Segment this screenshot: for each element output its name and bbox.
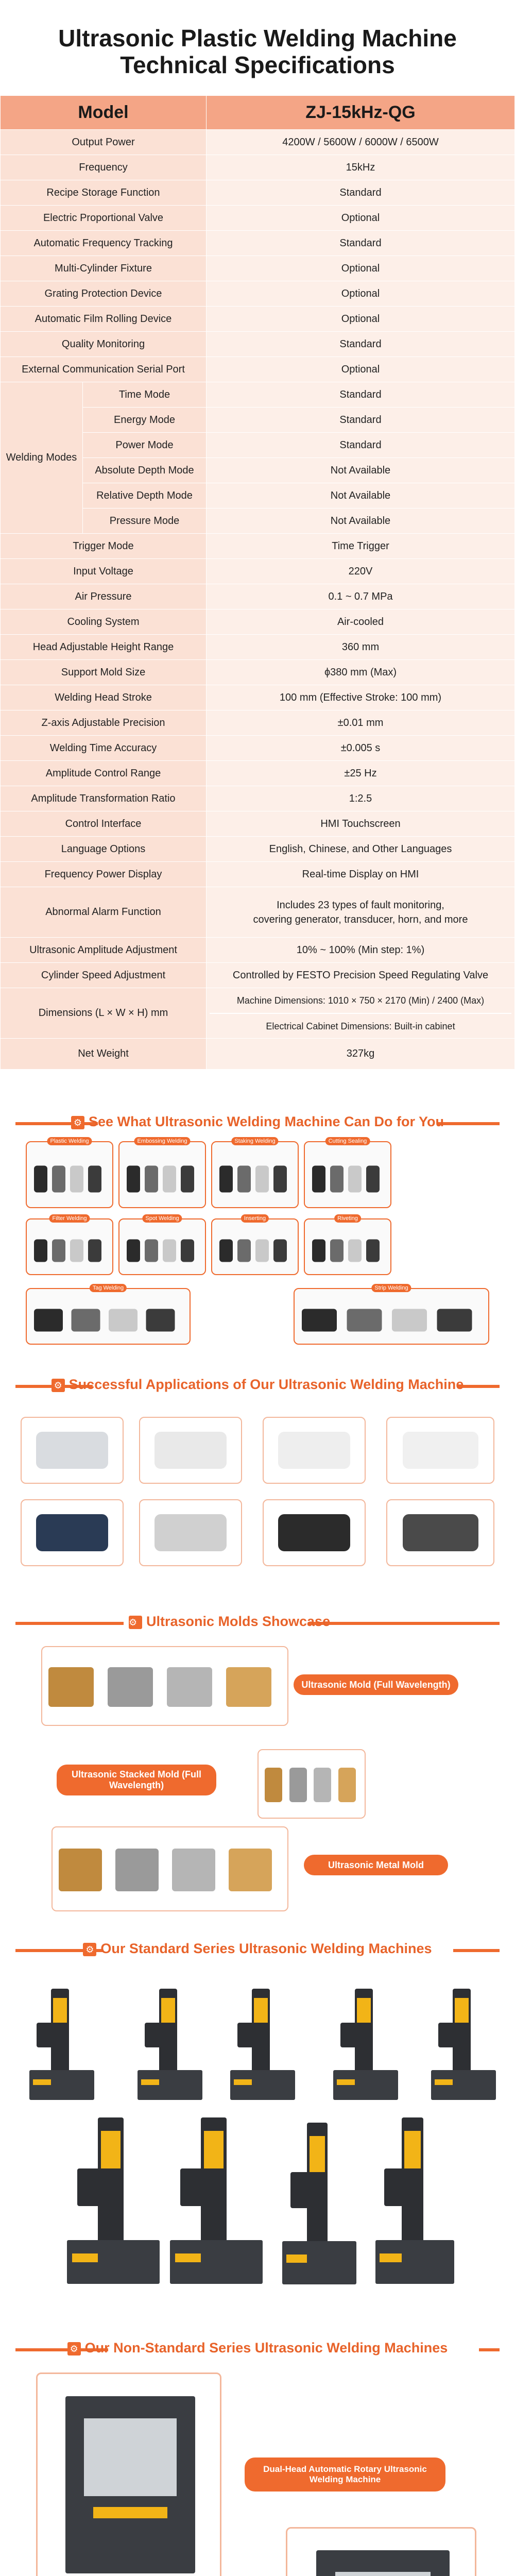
mold-shape [289, 1768, 307, 1803]
can-do-product-illustration [119, 1142, 205, 1207]
section-title: Ultrasonic Molds Showcase [146, 1614, 331, 1629]
spec-key: Ultrasonic Amplitude Adjustment [1, 938, 207, 963]
spec-row [1, 382, 515, 408]
mold-shape [167, 1667, 212, 1707]
spec-row [1, 206, 515, 231]
can-do-caption: Cutting Sealing [325, 1137, 370, 1145]
can-do-caption: Plastic Welding [47, 1137, 92, 1145]
standard-machine [62, 2117, 165, 2287]
spec-key: Amplitude Transformation Ratio [1, 786, 207, 811]
spec-value: ±25 Hz [207, 761, 515, 786]
can-do-card [211, 1138, 299, 1208]
section-title: Our Non-Standard Series Ultrasonic Welding Machines [84, 2340, 448, 2355]
spec-row [1, 862, 515, 887]
can-do-caption: Embossing Welding [134, 1137, 190, 1145]
can-do-card [294, 1285, 489, 1345]
mold-shape [59, 1849, 102, 1891]
application-product-shape [36, 1514, 108, 1551]
mold-shape [115, 1849, 159, 1891]
mold-photo-panel [52, 1826, 288, 1911]
spec-key: Cooling System [1, 609, 207, 635]
standard-machine [26, 1989, 98, 2102]
application-product-shape [154, 1514, 227, 1551]
non-standard-machine-photo [36, 2372, 221, 2576]
spec-row [1, 660, 515, 685]
spec-key: Input Voltage [1, 559, 207, 584]
can-do-card [304, 1138, 391, 1208]
standard-machine [278, 2123, 360, 2287]
spec-value: Not Available [207, 509, 515, 534]
spec-value: Optional [207, 357, 515, 382]
standard-machine [165, 2117, 268, 2287]
gear-icon: ⚙ [83, 1943, 96, 1956]
spec-value: Standard [207, 180, 515, 206]
title-block [0, 0, 515, 95]
spec-row [1, 256, 515, 281]
spec-subkey: Relative Depth Mode [83, 483, 207, 509]
spec-key: Language Options [1, 837, 207, 862]
can-do-caption: Riveting [334, 1214, 361, 1223]
section-title: Successful Applications of Our Ultrasonic Welding Machine [68, 1377, 464, 1392]
spec-value: 327kg [207, 1039, 515, 1070]
page-title-line1: Ultrasonic Plastic Welding Machine [58, 25, 457, 52]
spec-row [1, 155, 515, 180]
application-product-shape [154, 1432, 227, 1469]
spec-value: Real-time Display on HMI [207, 862, 515, 887]
spec-value: Standard [207, 433, 515, 458]
application-photo [139, 1417, 242, 1484]
mold-photo-panel [258, 1749, 366, 1819]
standard-machine [330, 1989, 402, 2102]
can-do-card [118, 1215, 206, 1275]
spec-key: Electric Proportional Valve [1, 206, 207, 231]
mold-shape [48, 1667, 94, 1707]
application-photo [21, 1417, 124, 1484]
spec-key: Air Pressure [1, 584, 207, 609]
spec-group-label: Welding Modes [1, 382, 83, 534]
spec-value: Standard [207, 332, 515, 357]
spec-row [1, 307, 515, 332]
spec-value: Optional [207, 307, 515, 332]
can-do-caption: Strip Welding [371, 1284, 411, 1292]
can-do-card [211, 1215, 299, 1275]
spec-row [1, 231, 515, 256]
section-title: See What Ultrasonic Welding Machine Can Do for You [88, 1114, 444, 1129]
spec-key: Quality Monitoring [1, 332, 207, 357]
spec-value: 4200W / 5600W / 6000W / 6500W [207, 130, 515, 155]
can-do-product-illustration [305, 1142, 390, 1207]
spec-key: Frequency [1, 155, 207, 180]
spec-key: Grating Protection Device [1, 281, 207, 307]
spec-value: 100 mm (Effective Stroke: 100 mm) [207, 685, 515, 710]
spec-subkey: Energy Mode [83, 408, 207, 433]
can-do-product-illustration [27, 1289, 190, 1344]
spec-header-value: ZJ-15kHz-QG [207, 96, 515, 130]
can-do-caption: Tag Welding [90, 1284, 127, 1292]
spec-value: Standard [207, 382, 515, 408]
spec-row [1, 281, 515, 307]
spec-key: Dimensions (L × W × H) mm [1, 988, 207, 1039]
can-do-product-illustration [305, 1219, 390, 1274]
can-do-caption: Staking Welding [231, 1137, 278, 1145]
application-product-shape [403, 1432, 478, 1469]
can-do-product-illustration [27, 1142, 112, 1207]
application-photo [386, 1499, 494, 1566]
spec-row [1, 357, 515, 382]
mold-shape [314, 1768, 331, 1803]
section-heading-molds [0, 1602, 515, 1643]
spec-row [1, 584, 515, 609]
spec-key: Net Weight [1, 1039, 207, 1070]
section-heading-applications [0, 1365, 515, 1406]
application-product-shape [36, 1432, 108, 1469]
spec-row [1, 635, 515, 660]
spec-row [1, 710, 515, 736]
spec-key: Amplitude Control Range [1, 761, 207, 786]
mold-label: Ultrasonic Stacked Mold (Full Wavelength) [57, 1765, 216, 1795]
spec-header-key: Model [1, 96, 207, 130]
application-photo [263, 1417, 366, 1484]
spec-value: Air-cooled [207, 609, 515, 635]
standard-machine [371, 2117, 458, 2287]
spec-row [1, 786, 515, 811]
can-do-card [26, 1215, 113, 1275]
spec-value: 0.1 ~ 0.7 MPa [207, 584, 515, 609]
spec-key: Abnormal Alarm Function [1, 887, 207, 938]
can-do-card [26, 1138, 113, 1208]
spec-key: Automatic Frequency Tracking [1, 231, 207, 256]
spec-row [1, 963, 515, 988]
spec-key: Frequency Power Display [1, 862, 207, 887]
can-do-caption: Inserting [241, 1214, 269, 1223]
spec-value: Controlled by FESTO Precision Speed Regulating Valve [207, 963, 515, 988]
spec-value: ±0.01 mm [207, 710, 515, 736]
spec-key: Z-axis Adjustable Precision [1, 710, 207, 736]
spec-value: Optional [207, 256, 515, 281]
gear-icon: ⚙ [67, 2342, 81, 2355]
can-do-caption: Filter Welding [49, 1214, 90, 1223]
spec-row [1, 811, 515, 837]
mold-shape [338, 1768, 356, 1803]
spec-row [1, 534, 515, 559]
application-product-shape [403, 1514, 478, 1551]
spec-value: Optional [207, 281, 515, 307]
section-heading-standard [0, 1929, 515, 1971]
mold-shape [265, 1768, 282, 1803]
spec-value: 15kHz [207, 155, 515, 180]
spec-value [207, 887, 515, 938]
spec-value: ±0.005 s [207, 736, 515, 761]
mold-label: Ultrasonic Metal Mold [304, 1855, 448, 1875]
spec-value: 360 mm [207, 635, 515, 660]
spec-subkey: Pressure Mode [83, 509, 207, 534]
gear-icon: ⚙ [52, 1379, 65, 1392]
spec-value: Optional [207, 206, 515, 231]
spec-table [0, 95, 515, 1070]
standard-machine [134, 1989, 206, 2102]
can-do-product-illustration [119, 1219, 205, 1274]
spec-value: Time Trigger [207, 534, 515, 559]
mold-label: Ultrasonic Mold (Full Wavelength) [294, 1674, 458, 1695]
spec-value: Not Available [207, 458, 515, 483]
can-do-card [118, 1138, 206, 1208]
application-photo [386, 1417, 494, 1484]
spec-value: HMI Touchscreen [207, 811, 515, 837]
section-title: Our Standard Series Ultrasonic Welding Machines [100, 1941, 432, 1956]
spec-row [1, 559, 515, 584]
spec-key: Welding Time Accuracy [1, 736, 207, 761]
spec-subkey: Absolute Depth Mode [83, 458, 207, 483]
application-photo [21, 1499, 124, 1566]
application-product-shape [278, 1432, 350, 1469]
spec-value [207, 988, 515, 1039]
spec-key: External Communication Serial Port [1, 357, 207, 382]
spec-value: ϕ380 mm (Max) [207, 660, 515, 685]
application-photo [263, 1499, 366, 1566]
mold-shape [172, 1849, 215, 1891]
can-do-card [26, 1285, 191, 1345]
can-do-product-illustration [27, 1219, 112, 1274]
can-do-product-illustration [212, 1219, 298, 1274]
spec-row-weight [1, 1039, 515, 1070]
application-product-shape [278, 1514, 350, 1551]
spec-key: Automatic Film Rolling Device [1, 307, 207, 332]
spec-key: Multi-Cylinder Fixture [1, 256, 207, 281]
spec-value: 10% ~ 100% (Min step: 1%) [207, 938, 515, 963]
spec-key: Trigger Mode [1, 534, 207, 559]
spec-header-row [1, 96, 515, 130]
mold-shape [229, 1849, 272, 1891]
can-do-card [304, 1215, 391, 1275]
spec-value: Standard [207, 231, 515, 256]
application-photo [139, 1499, 242, 1566]
spec-row [1, 685, 515, 710]
spec-value-line: Includes 23 types of fault monitoring, [277, 899, 444, 911]
spec-key: Support Mold Size [1, 660, 207, 685]
mold-shape [108, 1667, 153, 1707]
spec-key: Head Adjustable Height Range [1, 635, 207, 660]
gear-icon: ⚙ [129, 1616, 142, 1629]
non-standard-label: Dual-Head Automatic Rotary Ultrasonic Welding Machine [245, 2458, 445, 2492]
spec-value-line: Electrical Cabinet Dimensions: Built-in cabinet [266, 1021, 455, 1031]
spec-key: Output Power [1, 130, 207, 155]
spec-value: 1:2.5 [207, 786, 515, 811]
spec-key: Cylinder Speed Adjustment [1, 963, 207, 988]
spec-value: Not Available [207, 483, 515, 509]
spec-value-line: Machine Dimensions: 1010 × 750 × 2170 (Min) / 2400 (Max) [210, 993, 511, 1014]
section-heading-non-standard [0, 2329, 515, 2370]
spec-row [1, 761, 515, 786]
spec-value: Standard [207, 408, 515, 433]
spec-subkey: Power Mode [83, 433, 207, 458]
spec-key: Welding Head Stroke [1, 685, 207, 710]
spec-key: Recipe Storage Function [1, 180, 207, 206]
spec-row-dimensions [1, 988, 515, 1039]
gear-icon: ⚙ [71, 1116, 84, 1129]
spec-value: 220V [207, 559, 515, 584]
non-standard-machine-photo [286, 2527, 476, 2576]
spec-row [1, 736, 515, 761]
spec-row [1, 609, 515, 635]
spec-row [1, 332, 515, 357]
standard-machine [227, 1989, 299, 2102]
spec-row-alarm [1, 887, 515, 938]
spec-key: Control Interface [1, 811, 207, 837]
spec-row [1, 130, 515, 155]
spec-subkey: Time Mode [83, 382, 207, 408]
can-do-product-illustration [212, 1142, 298, 1207]
mold-shape [226, 1667, 271, 1707]
page-title-line2: Technical Specifications [120, 52, 395, 78]
spec-row [1, 837, 515, 862]
spec-row [1, 938, 515, 963]
spec-row [1, 180, 515, 206]
can-do-caption: Spot Welding [142, 1214, 182, 1223]
spec-value: English, Chinese, and Other Languages [207, 837, 515, 862]
standard-machine [427, 1989, 500, 2102]
can-do-product-illustration [295, 1289, 488, 1344]
mold-photo-panel [41, 1646, 288, 1726]
spec-value-line: covering generator, transducer, horn, and more [253, 913, 468, 925]
